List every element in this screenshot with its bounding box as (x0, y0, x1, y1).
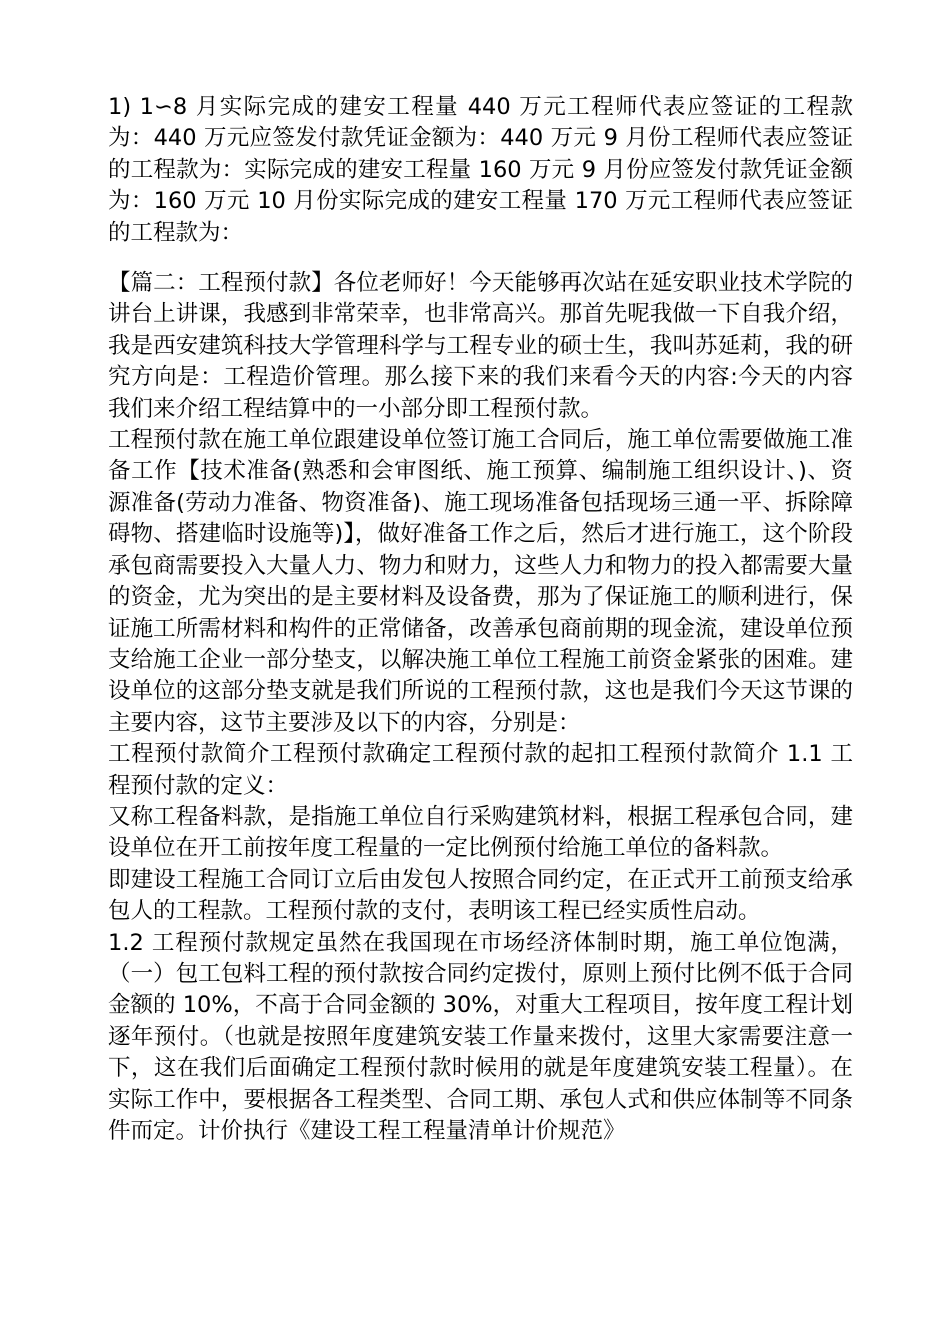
paragraph-definition-detail: 即建设工程施工合同订立后由发包人按照合同约定，在正式开工前预支给承包人的工程款。工程预付款的支付，表明该工程已经实质性启动。 (108, 866, 853, 925)
paragraph-definition: 又称工程备料款，是指施工单位自行采购建筑材料，根据工程承包合同，建设单位在开工前按年度工程量的一定比例预付给施工单位的备料款。 (108, 803, 853, 862)
document-page (108, 92, 853, 1147)
paragraph-outline: 工程预付款简介工程预付款确定工程预付款的起扣工程预付款简介 1.1 工程预付款的定义： (108, 741, 853, 799)
paragraph-settlement-amounts: 1) 1∽8 月实际完成的建安工程量 440 万元工程师代表应签证的工程款为：440 万元应签发付款凭证金额为：440 万元 9 月份工程师代表应签证的工程款为：实际完成的建安工程量 160 万元 9 月份应签发付款凭证金额为：160 万元 10 月份实际完成的建安工程量 170 万元工程师代表应签证的工程款为： (108, 94, 853, 246)
paragraph-regulations: 1.2 工程预付款规定虽然在我国现在市场经济体制时期，施工单位饱满，（一）包工包料工程的预付款按合同约定拨付，原则上预付比例不低于合同金额的 10%，不高于合同金额的 30%，对重大工程项目，按年度工程计划逐年预付。（也就是按照年度建筑安装工作量来拨付，这里大家需要注意一下，这在我们后面确定工程预付款时候用的就是年度建筑安装工程量）。在实际工作中，要根据各工程类型、合同工期、承包人式和供应体制等不同条件而定。计价执行《建设工程工程量清单计价规范》 (108, 929, 853, 1144)
paragraph-advance-payment-background: 工程预付款在施工单位跟建设单位签订施工合同后，施工单位需要做施工准备工作【技术准备(熟悉和会审图纸、施工预算、编制施工组织设计、)、资源准备(劳动力准备、物资准备)、施工现场准备包括现场三通一平、拆除障碍物、搭建临时设施等)】，做好准备工作之后，然后才进行施工，这个阶段承包商需要投入大量人力、物力和财力，这些人力和物力的投入都需要大量的资金，尤为突出的是主要材料及设备费，那为了保证施工的顺利进行，保证施工所需材料和构件的正常储备，改善承包商前期的现金流，建设单位预支给施工企业一部分垫支，以解决施工单位工程施工前资金紧张的困难。建设单位的这部分垫支就是我们所说的工程预付款，这也是我们今天这节课的主要内容，这节主要涉及以下的内容，分别是： (108, 427, 853, 736)
paragraph-introduction: 【篇二：工程预付款】各位老师好！今天能够再次站在延安职业技术学院的讲台上讲课，我感到非常荣幸，也非常高兴。那首先呢我做一下自我介绍，我是西安建筑科技大学管理科学与工程专业的硕士生，我叫苏延莉，我的研究方向是：工程造价管理。那么接下来的我们来看今天的内容:今天的内容我们来介绍工程结算中的一小部分即工程预付款。 (108, 270, 853, 422)
